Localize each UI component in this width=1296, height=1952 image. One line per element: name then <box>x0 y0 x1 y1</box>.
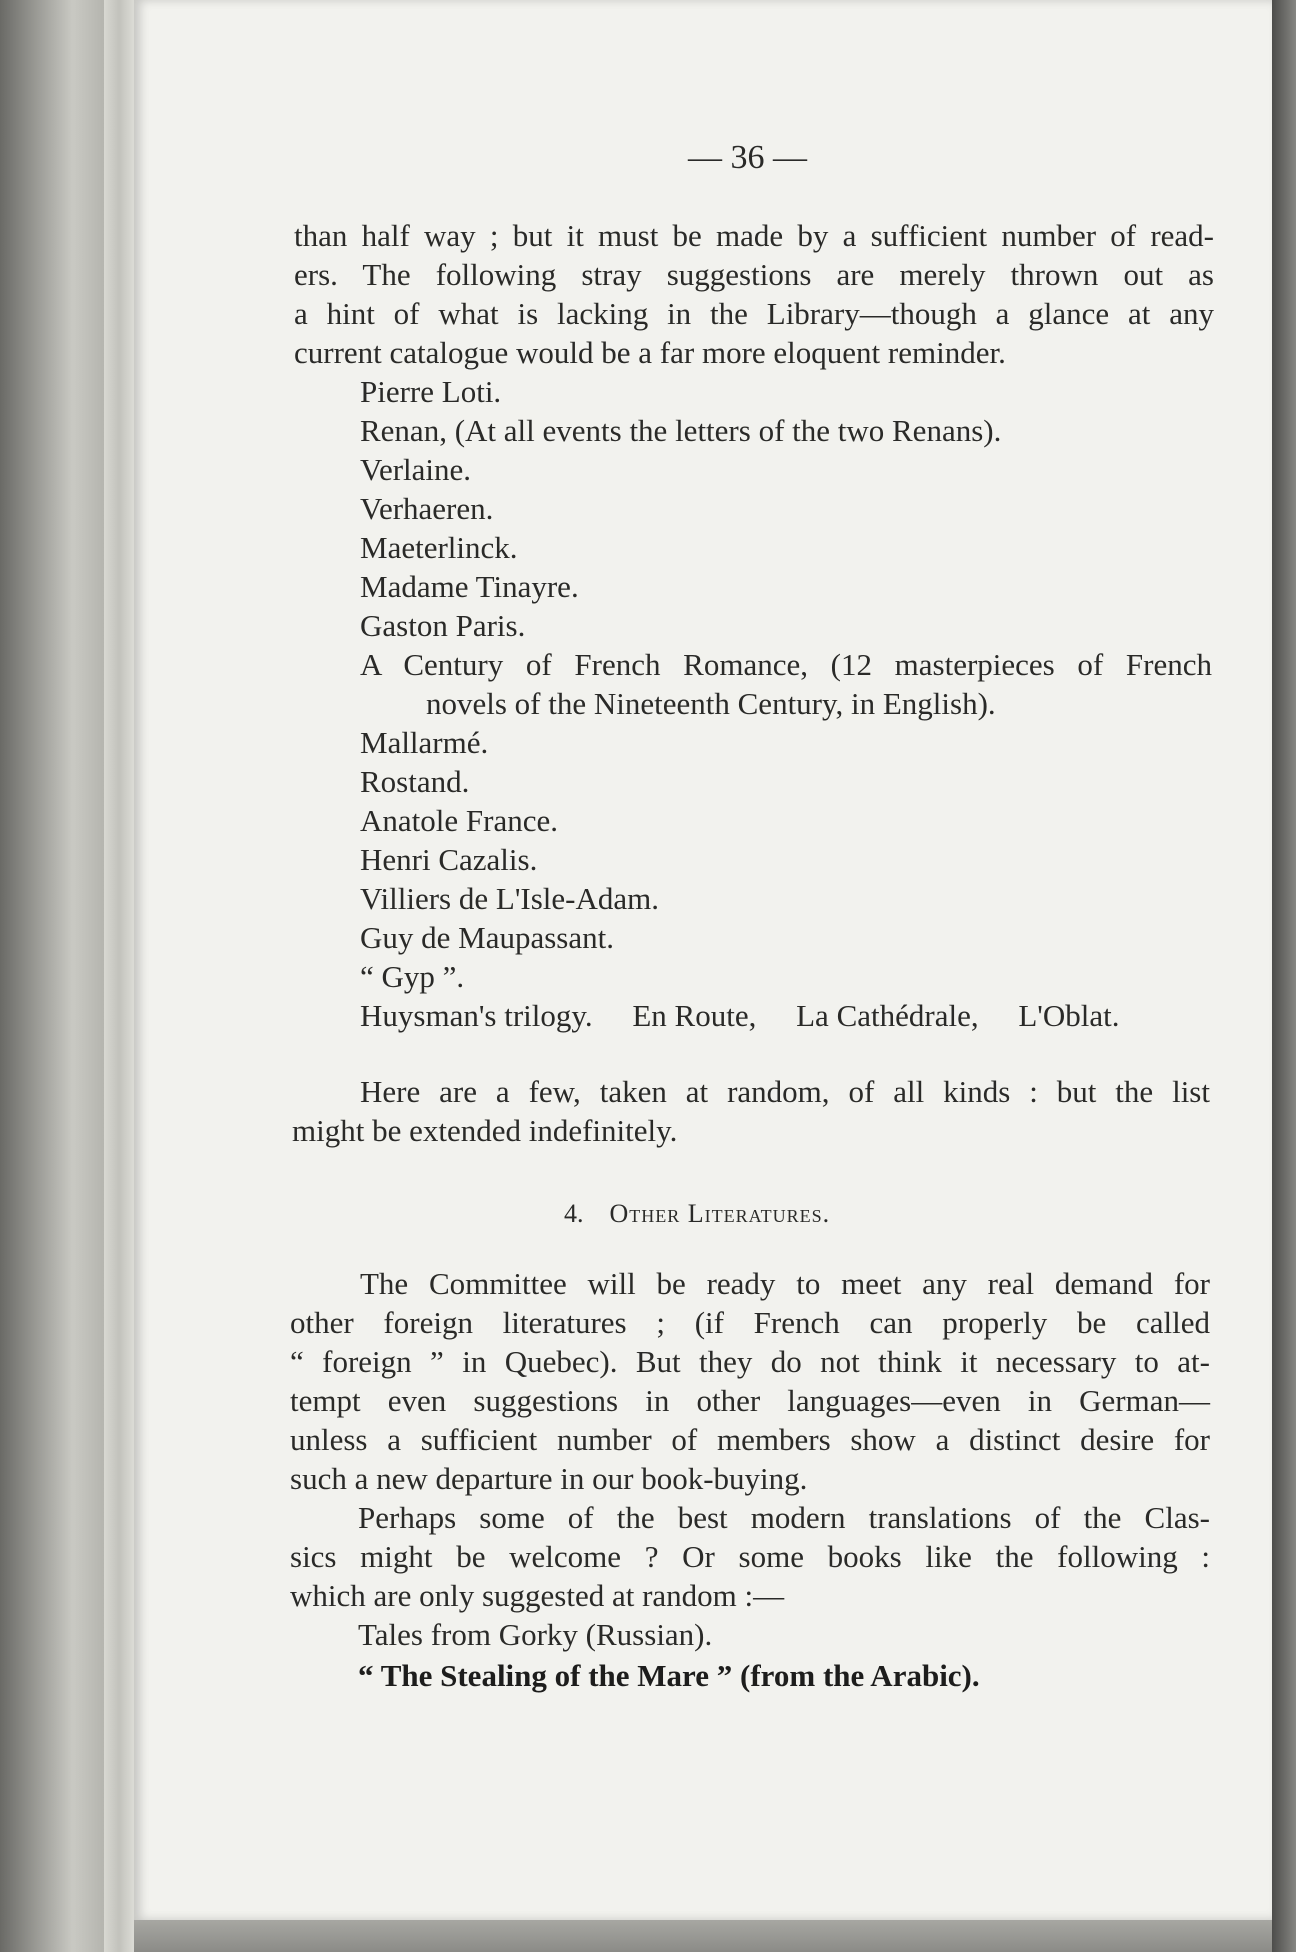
paragraph-line: tempt even suggestions in other languages—even in German— <box>290 1383 1210 1418</box>
trilogy-title: L'Oblat. <box>1018 998 1120 1033</box>
list-item: Guy de Maupassant. <box>360 920 614 955</box>
paragraph-line: such a new departure in our book-buying. <box>290 1461 808 1496</box>
list-item: “ Gyp ”. <box>360 959 465 994</box>
paragraph-line: Perhaps some of the best modern translations of the Clas- <box>358 1500 1210 1535</box>
section-number: 4. <box>564 1199 584 1228</box>
list-item: Renan, (At all events the letters of the two Renans). <box>360 413 1002 448</box>
list-item: A Century of French Romance, (12 masterpieces of French <box>360 647 1212 682</box>
paragraph-line: Here are a few, taken at random, of all kinds : but the list <box>360 1074 1210 1109</box>
scan-left-border <box>0 0 104 1952</box>
list-item: “ The Stealing of the Mare ” (from the Arabic). <box>358 1658 980 1693</box>
list-item: Villiers de L'Isle-Adam. <box>360 881 659 916</box>
trilogy-label: Huysman's trilogy. <box>360 998 593 1033</box>
list-item: Maeterlinck. <box>360 530 518 565</box>
section-heading <box>564 1194 830 1233</box>
paragraph-line: current catalogue would be a far more eloquent reminder. <box>294 335 1006 370</box>
list-item: Gaston Paris. <box>360 608 526 643</box>
paragraph-line: might be extended indefinitely. <box>292 1113 678 1148</box>
paragraph-line: than half way ; but it must be made by a sufficient number of read- <box>294 218 1214 253</box>
list-item: Anatole France. <box>360 803 558 838</box>
paragraph-line: “ foreign ” in Quebec). But they do not think it necessary to at- <box>290 1344 1210 1379</box>
list-item-continuation: novels of the Nineteenth Century, in English). <box>426 686 996 721</box>
list-item: Verhaeren. <box>360 491 494 526</box>
page-number: — 36 — <box>688 139 807 176</box>
list-item-trilogy <box>360 996 1152 1035</box>
list-item: Pierre Loti. <box>360 374 502 409</box>
trilogy-title: En Route, <box>632 998 757 1033</box>
paragraph-line: ers. The following stray suggestions are merely thrown out as <box>294 257 1214 292</box>
list-item: Mallarmé. <box>360 725 489 760</box>
paragraph-line: other foreign literatures ; (if French can properly be called <box>290 1305 1210 1340</box>
list-item: Rostand. <box>360 764 470 799</box>
section-title: Other Literatures. <box>609 1199 831 1228</box>
scan-right-border <box>1272 0 1296 1952</box>
paragraph-line: unless a sufficient number of members show a distinct desire for <box>290 1422 1210 1457</box>
list-item: Tales from Gorky (Russian). <box>358 1617 713 1652</box>
paragraph-line: which are only suggested at random :— <box>290 1578 785 1613</box>
list-item: Henri Cazalis. <box>360 842 538 877</box>
list-item: Verlaine. <box>360 452 472 487</box>
book-spine-gutter <box>104 0 134 1952</box>
paragraph-line: The Committee will be ready to meet any real demand for <box>360 1266 1210 1301</box>
scan-bottom-border <box>134 1920 1272 1952</box>
trilogy-title: La Cathédrale, <box>796 998 979 1033</box>
paragraph-line: sics might be welcome ? Or some books like the following : <box>290 1539 1210 1574</box>
paragraph-line: a hint of what is lacking in the Library—though a glance at any <box>294 296 1214 331</box>
list-item: Madame Tinayre. <box>360 569 579 604</box>
